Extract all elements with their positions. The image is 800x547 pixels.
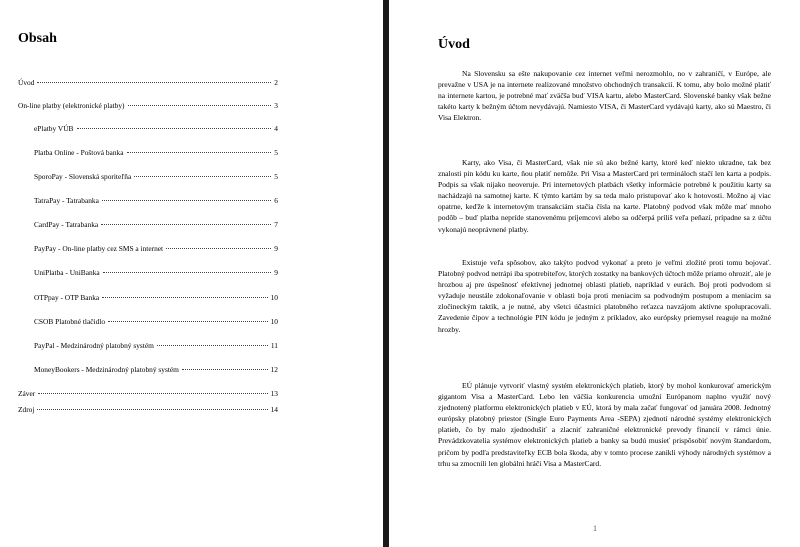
toc-entry-sporopay[interactable] — [34, 172, 278, 181]
toc-entry-paypay[interactable] — [34, 244, 278, 253]
toc-entry-cardpay[interactable] — [34, 220, 278, 229]
toc-leader-dots — [102, 200, 271, 201]
toc-entry-label: SporoPay - Slovenská sporiteľňa — [34, 172, 132, 181]
toc-entry-label: On-line platby (elektronické platby) — [18, 101, 125, 110]
page-number: 1 — [593, 524, 597, 533]
toc-leader-dots — [101, 224, 271, 225]
toc-title: Obsah — [18, 31, 57, 46]
intro-paragraph-2: Karty, ako Visa, či MasterCard, však nie sú ako bežné karty, ktoré keď niekto ukradne, tak bez znalosti pin kódu ku karte, ňou platiť nemôže. Pri Visa a MasterCard pri termináloch stačí len karta a podpis. Podpis sa však nijako neoveruje. Pri internetových platbách všetky informácie potrebné k použitiu karty sa nachádzajú na samotnej karte. K týmto kartám by sa teda malo pristupovať ako k hotovosti. Možno aj viac opatrne, keďže k internetovým transakciám stačia čísla na karte. Platobný podvod však môže mať mnoho podôb – buď platba nepríde stanovenému príjemcovi alebo sa odčerpá príliš veľa peňazí, prípadne sa z účtu vykonajú neoprávnené platby. — [438, 158, 771, 234]
toc-entry-label: Platba Online - Poštová banka — [34, 148, 124, 157]
toc-entry-label: Záver — [18, 389, 36, 398]
toc-entry-page: 4 — [274, 124, 278, 133]
toc-leader-dots — [127, 152, 272, 153]
toc-entry-page: 10 — [270, 317, 278, 326]
toc-entry-label: UniPlatba - UniBanka — [34, 268, 100, 277]
toc-entry-page: 9 — [274, 268, 278, 277]
intro-page — [389, 0, 800, 547]
toc-entry-label: CardPay - Tatrabanka — [34, 220, 99, 229]
toc-entry-tatrapay[interactable] — [34, 196, 278, 205]
intro-paragraph-3: Existuje veľa spôsobov, ako takýto podvod vykonať a preto je veľmi zložité proti tomu bojovať. Platobný podvod netrápi iba spotrebiteľov, ktorých zostatky na bankových účtoch môže priamo ohroziť, ale je hrozbou aj pre úspešnosť efektívnej jednotnej oblasti platieb, napríklad v eurách. Boj proti podvodom si vyžaduje neustále zdokonaľovanie v oblasti boja proti meniacim sa podvodným postupom a meniacim sa zločineckým taktík, a je nutné, aby všetci účastníci platobného reťazca navzájom aktívne spolupracovali. Zavedenie čipov a technológie PIN kódu je jedným z príkladov, ako európsky priemysel reaguje na možné hrozby. — [438, 258, 771, 334]
toc-entry-page: 12 — [270, 365, 278, 374]
toc-entry-page: 2 — [274, 78, 278, 87]
toc-entry-label: OTPpay - OTP Banka — [34, 293, 100, 302]
toc-entry-online-platby[interactable] — [18, 101, 278, 110]
toc-entry-uvod[interactable] — [18, 78, 278, 87]
toc-leader-dots — [37, 409, 267, 410]
intro-title: Úvod — [438, 37, 470, 52]
toc-leader-dots — [102, 297, 267, 298]
toc-entry-label: CSOB Platobné tlačidlo — [34, 317, 106, 326]
toc-leader-dots — [103, 272, 272, 273]
toc-leader-dots — [157, 345, 268, 346]
toc-entry-page: 5 — [274, 148, 278, 157]
toc-entry-platba-online[interactable] — [34, 148, 278, 157]
intro-paragraph-1: Na Slovensku sa ešte nakupovanie cez internet veľmi nerozmohlo, no v zahraničí, v Európe, ale prevažne v USA je na internete realizované množstvo obchodných transakcií. K tomu, aby bolo možné platiť na internete kartou, je potrebné mať zväčša buď VISA kartu, alebo MasterCard. Slovenské banky však bežne takéto karty k bežným účtom nevydávajú. Namiesto VISA, či MasterCard vydávajú karty, ako sú Maestro, či Visa Elektron. — [438, 69, 771, 123]
toc-entry-page: 6 — [274, 196, 278, 205]
toc-entry-uniplatba[interactable] — [34, 268, 278, 277]
toc-entry-zdroj[interactable] — [18, 405, 278, 414]
toc-entry-page: 9 — [274, 244, 278, 253]
toc-entry-label: TatraPay - Tatrabanka — [34, 196, 99, 205]
toc-entry-label: Zdroj — [18, 405, 35, 414]
toc-entry-page: 10 — [270, 293, 278, 302]
intro-paragraph-4: EÚ plánuje vytvoriť vlastný systém elektronických platieb, ktorý by mohol konkurovať americkým gigantom Visa a MasterCard. Lebo len väčšia konkurencia umožní Európanom naplno využiť nový zjednotený platformu elektronických platieb v EÚ, ktorá by mala začať fungovať od januára 2008. Jednotný európsky platobný priestor (Single Euro Payments Area -SEPA) zjednotí národné systémy elektronických platieb, čo by malo zjednodušiť a zlacniť zahraničné elektronické prevody financií v rámci únie. Prevádzkovatelia systémov elektronických platieb a banky sa budú musieť prispôsobiť novým štandardom, pričom by podľa predstaviteľky ECB bola škoda, aby v tomto procese zanikli výhody národných systémov a trhu sa zmocnili len globálni hráči Visa a MasterCard. — [438, 381, 771, 468]
toc-leader-dots — [128, 105, 272, 106]
toc-leader-dots — [37, 82, 271, 83]
toc-entry-page: 3 — [274, 101, 278, 110]
toc-entry-label: ePlatby VÚB — [34, 124, 74, 133]
toc-entry-moneybookers[interactable] — [34, 365, 278, 374]
toc-leader-dots — [134, 176, 271, 177]
toc-entry-page: 14 — [270, 405, 278, 414]
toc-entry-zaver[interactable] — [18, 389, 278, 398]
toc-leader-dots — [182, 369, 268, 370]
toc-entry-label: MoneyBookers - Medzinárodný platobný systém — [34, 365, 179, 374]
toc-leader-dots — [166, 248, 271, 249]
toc-entry-label: PayPal - Medzinárodný platobný systém — [34, 341, 154, 350]
toc-entry-label: Úvod — [18, 78, 35, 87]
toc-entry-page: 5 — [274, 172, 278, 181]
toc-entry-csob[interactable] — [34, 317, 278, 326]
toc-entry-paypal[interactable] — [34, 341, 278, 350]
toc-page — [0, 0, 383, 547]
toc-entry-label: PayPay - On-line platby cez SMS a internet — [34, 244, 164, 253]
toc-entry-page: 11 — [270, 341, 278, 350]
toc-entry-page: 7 — [274, 220, 278, 229]
toc-entry-eplatby-vub[interactable] — [34, 124, 278, 133]
toc-entry-page: 13 — [270, 389, 278, 398]
toc-leader-dots — [38, 393, 267, 394]
toc-leader-dots — [108, 321, 268, 322]
toc-entry-otppay[interactable] — [34, 293, 278, 302]
toc-leader-dots — [77, 128, 272, 129]
